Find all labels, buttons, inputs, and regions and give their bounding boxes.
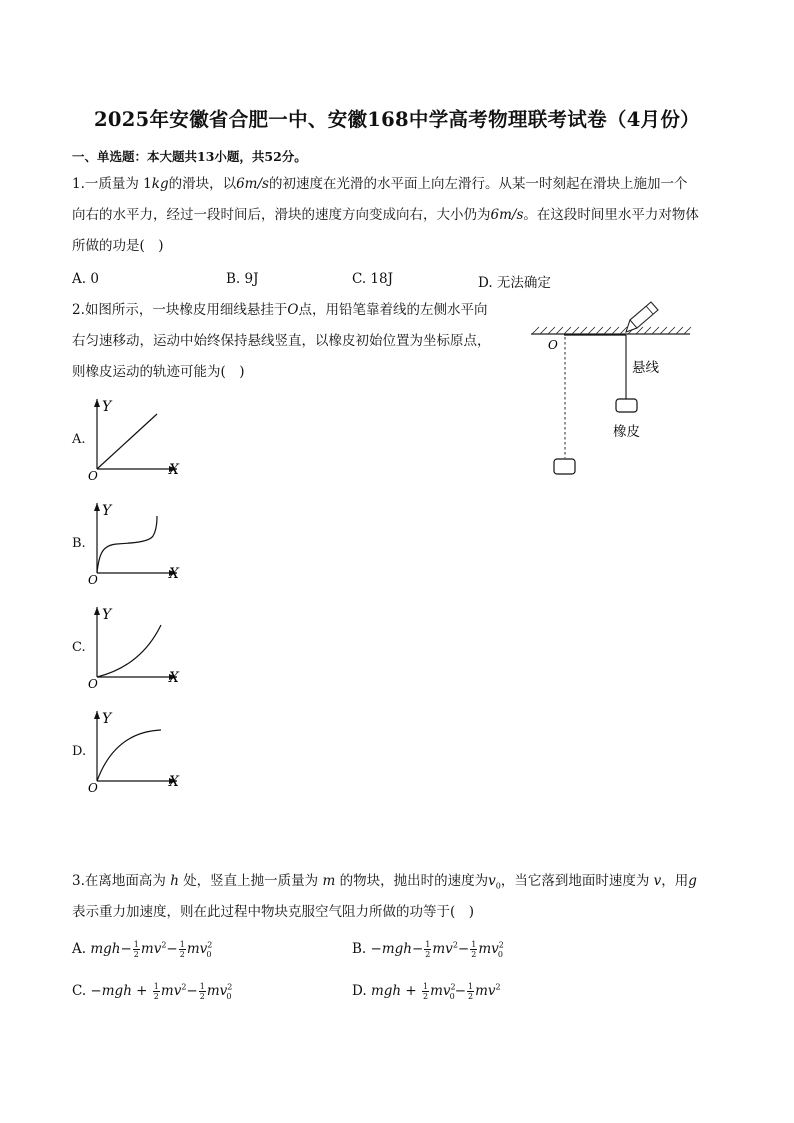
q3-text-d: ，当它落到地面时速度为	[500, 873, 650, 889]
q3-option-d[interactable]: D. mgh + $\frac{1}{2}$ $mv^2_0-$ $\frac{1}{2}$ $mv^2$	[352, 982, 501, 1001]
graph-c-origin-label: O	[88, 677, 98, 691]
q2-option-c-label[interactable]: C.	[72, 640, 86, 655]
q2-graph-a[interactable]	[85, 394, 195, 486]
q3-option-b[interactable]: B. −mgh− $\frac{1}{2}$ $mv^2-$ $\frac{1}{2}$ $mv^2_0$	[352, 940, 504, 959]
graph-a-curve	[97, 414, 157, 469]
q3-option-d-label: D.	[352, 983, 367, 999]
q2-line-3: 则橡皮运动的轨迹可能为( )	[72, 364, 245, 380]
q1-velocity-2: 6m/s	[490, 207, 524, 223]
eraser-label: 橡皮	[613, 424, 640, 440]
q1-option-b[interactable]: B. 9J	[226, 271, 259, 287]
q3-text-c: 的物块，抛出时的速度为	[339, 873, 489, 889]
q1-option-c[interactable]: C. 18J	[352, 271, 394, 287]
graph-b-y-label: Y	[102, 503, 112, 519]
q3-option-c-label: C.	[72, 983, 87, 999]
q2-line-1	[72, 295, 487, 326]
q2-point-o: O	[287, 302, 299, 318]
q1-velocity: 6m/s	[236, 176, 269, 192]
q2-text-a: 2.如图所示，一块橡皮用细线悬挂于	[72, 302, 288, 318]
figure-o-label: O	[548, 338, 558, 352]
q3-option-a[interactable]: A. mgh− $\frac{1}{2}$ $mv^2-$ $\frac{1}{2}$ $mv^2_0$	[72, 940, 213, 959]
q1-line-1	[72, 169, 687, 200]
graph-a-x-label: X	[169, 462, 179, 478]
q2-graph-d[interactable]	[85, 706, 195, 798]
graph-b-x-label: X	[169, 566, 179, 582]
q3-var-g: g	[688, 873, 697, 889]
q3-option-c[interactable]: C. −mgh + $\frac{1}{2}$ $mv^2-$ $\frac{1}{2}$ $mv^2_0$	[72, 982, 233, 1001]
q3-var-h: h	[170, 873, 179, 889]
graph-c-y-label: Y	[102, 607, 112, 623]
graph-b-curve	[97, 516, 157, 573]
graph-c-curve	[97, 625, 161, 677]
q3-option-b-label: B.	[352, 941, 367, 957]
q3-var-v: v	[653, 873, 662, 889]
q2-option-d-label[interactable]: D.	[72, 744, 87, 759]
q1-text-d: 向右的水平力，经过一段时间后，滑块的速度方向变成向右，大小仍为	[72, 207, 491, 223]
page-title: 2025年安徽省合肥一中、安徽168中学高考物理联考试卷（4月份）	[94, 108, 700, 131]
q2-text-b: 点，用铅笔靠着线的左侧水平向	[298, 302, 488, 318]
graph-a-y-label: Y	[102, 399, 112, 415]
q3-text-a: 3.在离地面高为	[72, 873, 166, 889]
q1-text-a: 1.一质量为 1	[72, 176, 152, 192]
q3-var-v0: v	[488, 873, 496, 889]
graph-d-y-label: Y	[102, 711, 112, 727]
q1-unit: kg	[151, 176, 169, 192]
q3-var-m: m	[322, 873, 336, 889]
eraser-current	[616, 399, 637, 412]
graph-a-origin-label: O	[88, 469, 98, 483]
q1-line-2	[72, 200, 699, 231]
graph-d-origin-label: O	[88, 781, 98, 795]
q1-text-c: 的初速度在光滑的水平面上向左滑行。从某一时刻起在滑块上施加一个	[268, 176, 688, 192]
q2-pencil-figure	[528, 296, 694, 481]
q1-line-3: 所做的功是( )	[72, 238, 164, 254]
q1-option-a[interactable]: A. 0	[72, 271, 99, 287]
q3-text-e: ，用	[661, 873, 689, 889]
eraser-initial	[554, 459, 575, 474]
graph-d-curve	[97, 730, 161, 781]
q3-option-a-label: A.	[72, 941, 87, 957]
graph-b-origin-label: O	[88, 573, 98, 587]
q1-text-b: 的滑块，以	[168, 176, 237, 192]
q2-line-2: 右匀速移动，运动中始终保持悬线竖直，以橡皮初始位置为坐标原点，	[72, 333, 491, 349]
q1-option-d[interactable]: D. 无法确定	[478, 275, 551, 291]
graph-d-x-label: X	[169, 774, 179, 790]
graph-c-x-label: X	[169, 670, 179, 686]
q2-graph-c[interactable]	[85, 602, 195, 694]
q3-text-b: 处，竖直上抛一质量为	[183, 873, 319, 889]
thread-label: 悬线	[632, 360, 659, 376]
ceiling-hatching	[531, 327, 691, 334]
q3-line-1: 3.在离地面高为 h 处，竖直上抛一质量为 m 的物块，抛出时的速度为$v_0$，当它落到地面时速度为 v，用g	[72, 873, 697, 891]
section-heading: 一、单选题：本大题共13小题，共52分。	[72, 149, 307, 164]
q2-graph-b[interactable]	[85, 498, 195, 590]
q2-option-a-label[interactable]: A.	[72, 432, 86, 447]
q1-text-e: 。在这段时间里水平力对物体	[523, 207, 699, 223]
q3-expression-text	[0, 0, 1, 1]
q3-line-2: 表示重力加速度，则在此过程中物块克服空气阻力所做的功等于( )	[72, 904, 475, 920]
q2-option-b-label[interactable]: B.	[72, 536, 86, 551]
